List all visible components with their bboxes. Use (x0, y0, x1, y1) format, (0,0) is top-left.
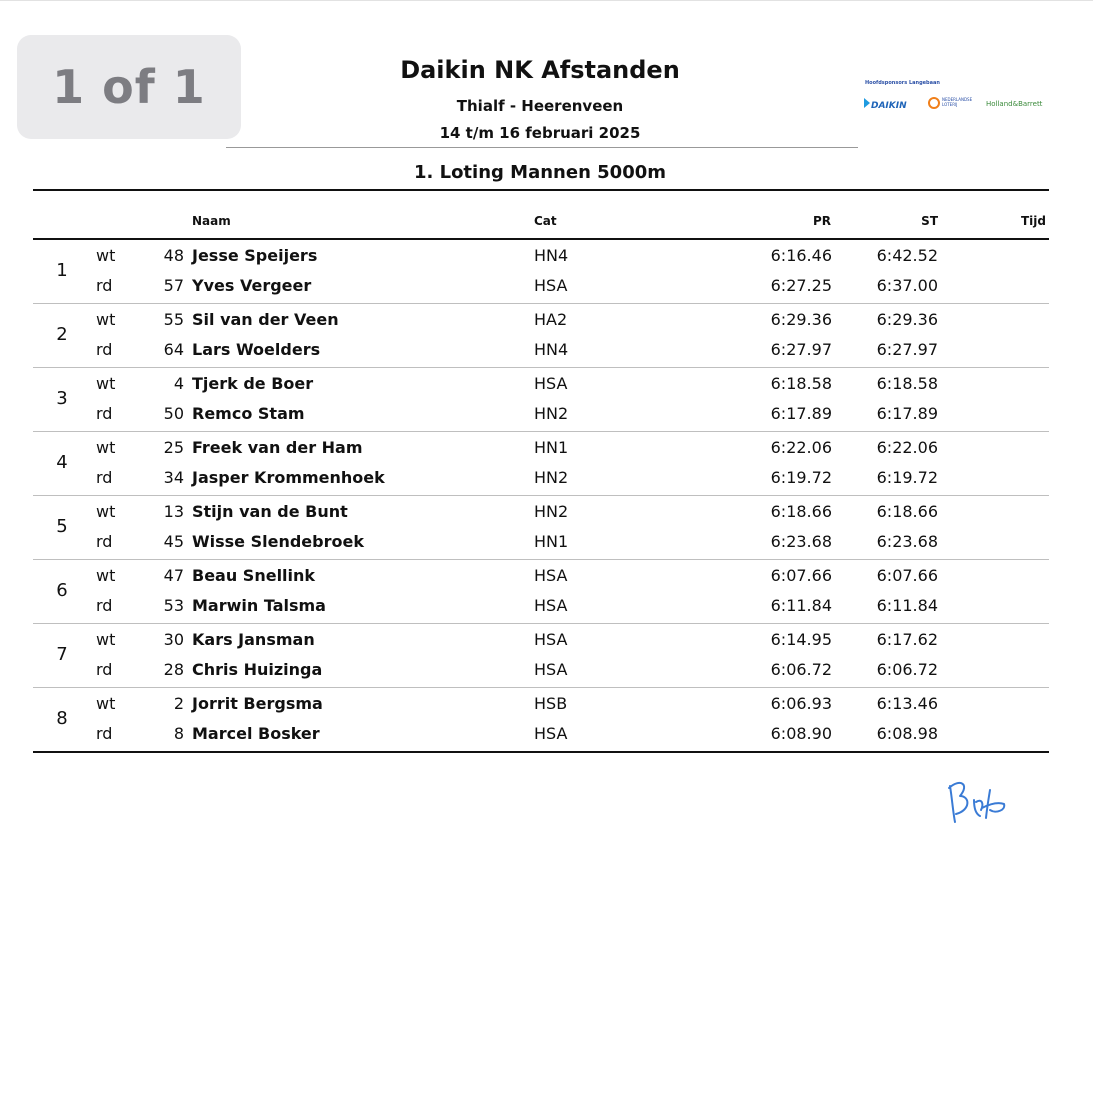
skater-name: Marcel Bosker (192, 724, 320, 743)
season-time: 6:07.66 (876, 566, 938, 585)
daikin-triangle-icon (864, 98, 870, 108)
skater-number: 57 (163, 276, 184, 295)
skater-number: 47 (163, 566, 184, 585)
loterij-logo-text (942, 97, 972, 107)
lane-label: wt (96, 246, 116, 265)
season-time: 6:18.66 (876, 502, 938, 521)
daikin-logo (864, 98, 907, 111)
skater-category: HN4 (534, 340, 569, 359)
skater-category: HA2 (534, 310, 568, 329)
skater-number: 53 (163, 596, 184, 615)
lane-label: rd (96, 660, 113, 679)
skater-name: Beau Snellink (192, 566, 316, 585)
skater-category: HN1 (534, 532, 569, 551)
holland-barrett-logo: Holland&Barrett (986, 100, 1043, 108)
season-time: 6:13.46 (876, 694, 938, 713)
heat-divider (33, 687, 1049, 688)
personal-record: 6:22.06 (770, 438, 832, 457)
personal-record: 6:29.36 (770, 310, 832, 329)
heat-divider (33, 367, 1049, 368)
skater-category: HN1 (534, 438, 569, 457)
table-top-rule (33, 189, 1049, 191)
lane-label: wt (96, 374, 116, 393)
skater-name: Stijn van de Bunt (192, 502, 348, 521)
col-header-cat: Cat (534, 214, 557, 228)
skater-name: Wisse Slendebroek (192, 532, 364, 551)
season-time: 6:17.89 (876, 404, 938, 423)
personal-record: 6:16.46 (770, 246, 832, 265)
skater-category: HN2 (534, 468, 569, 487)
sponsor-logos (862, 80, 1052, 120)
skater-category: HSA (534, 374, 568, 393)
lane-label: rd (96, 532, 113, 551)
lane-label: rd (96, 724, 113, 743)
personal-record: 6:11.84 (770, 596, 832, 615)
personal-record: 6:17.89 (770, 404, 832, 423)
loterij-line-2: LOTERIJ (942, 102, 958, 107)
heat-divider (33, 495, 1049, 496)
season-time: 6:37.00 (876, 276, 938, 295)
skater-number: 30 (163, 630, 184, 649)
skater-name: Marwin Talsma (192, 596, 326, 615)
skater-number: 64 (163, 340, 184, 359)
season-time: 6:27.97 (876, 340, 938, 359)
lane-label: wt (96, 310, 116, 329)
heat-number: 2 (56, 324, 68, 345)
col-header-naam: Naam (192, 214, 231, 228)
document-venue: Thialf - Heerenveen (456, 97, 624, 115)
lane-label: wt (96, 438, 116, 457)
skater-name: Lars Woelders (192, 340, 321, 359)
personal-record: 6:07.66 (770, 566, 832, 585)
personal-record: 6:06.93 (770, 694, 832, 713)
skater-number: 25 (163, 438, 184, 457)
viewer-top-border (0, 0, 1093, 1)
heat-divider (33, 431, 1049, 432)
heat-number: 8 (56, 708, 68, 729)
skater-category: HSA (534, 724, 568, 743)
skater-name: Jasper Krommenhoek (192, 468, 385, 487)
heat-number: 7 (56, 644, 68, 665)
skater-number: 28 (163, 660, 184, 679)
season-time: 6:11.84 (876, 596, 938, 615)
skater-number: 2 (173, 694, 184, 713)
season-time: 6:08.98 (876, 724, 938, 743)
lane-label: rd (96, 340, 113, 359)
season-time: 6:29.36 (876, 310, 938, 329)
skater-number: 45 (163, 532, 184, 551)
lane-label: wt (96, 630, 116, 649)
skater-category: HSA (534, 630, 568, 649)
skater-name: Kars Jansman (192, 630, 315, 649)
document-title: Daikin NK Afstanden (400, 56, 680, 84)
heat-divider (33, 559, 1049, 560)
lane-label: rd (96, 404, 113, 423)
season-time: 6:06.72 (876, 660, 938, 679)
personal-record: 6:27.97 (770, 340, 832, 359)
skater-number: 34 (163, 468, 184, 487)
loterij-logo-icon (928, 97, 940, 109)
heat-number: 4 (56, 452, 68, 473)
skater-number: 55 (163, 310, 184, 329)
skater-name: Freek van der Ham (192, 438, 363, 457)
skater-name: Chris Huizinga (192, 660, 323, 679)
skater-number: 50 (163, 404, 184, 423)
heat-divider (33, 303, 1049, 304)
personal-record: 6:27.25 (770, 276, 832, 295)
skater-category: HSA (534, 596, 568, 615)
personal-record: 6:08.90 (770, 724, 832, 743)
season-time: 6:42.52 (876, 246, 938, 265)
season-time: 6:19.72 (876, 468, 938, 487)
lane-label: rd (96, 276, 113, 295)
season-time: 6:18.58 (876, 374, 938, 393)
personal-record: 6:18.58 (770, 374, 832, 393)
season-time: 6:22.06 (876, 438, 938, 457)
lane-label: wt (96, 566, 116, 585)
col-header-pr: PR (812, 214, 831, 228)
header-divider (226, 147, 858, 148)
skater-category: HN2 (534, 404, 569, 423)
page-indicator: 1 of 1 (17, 35, 241, 139)
lane-label: rd (96, 596, 113, 615)
skater-name: Tjerk de Boer (192, 374, 314, 393)
col-header-st: ST (921, 214, 938, 228)
heat-divider (33, 623, 1049, 624)
skater-name: Remco Stam (192, 404, 305, 423)
skater-number: 48 (163, 246, 184, 265)
section-title: 1. Loting Mannen 5000m (413, 162, 667, 183)
skater-number: 13 (163, 502, 184, 521)
heat-number: 5 (56, 516, 68, 537)
heat-number: 1 (56, 260, 68, 281)
personal-record: 6:19.72 (770, 468, 832, 487)
col-header-tijd: Tijd (1020, 214, 1046, 228)
daikin-logo-text: DAIKIN (871, 101, 907, 111)
signature-mark (940, 774, 1015, 834)
heat-number: 3 (56, 388, 68, 409)
lane-label: wt (96, 694, 116, 713)
skater-name: Sil van der Veen (192, 310, 339, 329)
personal-record: 6:23.68 (770, 532, 832, 551)
skater-number: 4 (173, 374, 184, 393)
loterij-line-1: NEDERLANDSE (942, 97, 973, 102)
personal-record: 6:18.66 (770, 502, 832, 521)
signature-stroke (949, 783, 1004, 822)
skater-category: HSA (534, 566, 568, 585)
skater-category: HSB (534, 694, 568, 713)
skater-category: HSA (534, 660, 568, 679)
skater-category: HN2 (534, 502, 569, 521)
skater-number: 8 (173, 724, 184, 743)
table-header-rule (33, 238, 1049, 240)
skater-name: Jorrit Bergsma (192, 694, 323, 713)
lane-label: wt (96, 502, 116, 521)
skater-category: HN4 (534, 246, 569, 265)
season-time: 6:23.68 (876, 532, 938, 551)
table-bottom-rule (33, 751, 1049, 753)
personal-record: 6:14.95 (770, 630, 832, 649)
skater-category: HSA (534, 276, 568, 295)
skater-name: Yves Vergeer (192, 276, 312, 295)
personal-record: 6:06.72 (770, 660, 832, 679)
season-time: 6:17.62 (876, 630, 938, 649)
document-dates: 14 t/m 16 februari 2025 (439, 124, 641, 142)
lane-label: rd (96, 468, 113, 487)
skater-name: Jesse Speijers (192, 246, 318, 265)
heat-number: 6 (56, 580, 68, 601)
sponsors-caption: Hoofdsponsors Langebaan (865, 80, 940, 86)
